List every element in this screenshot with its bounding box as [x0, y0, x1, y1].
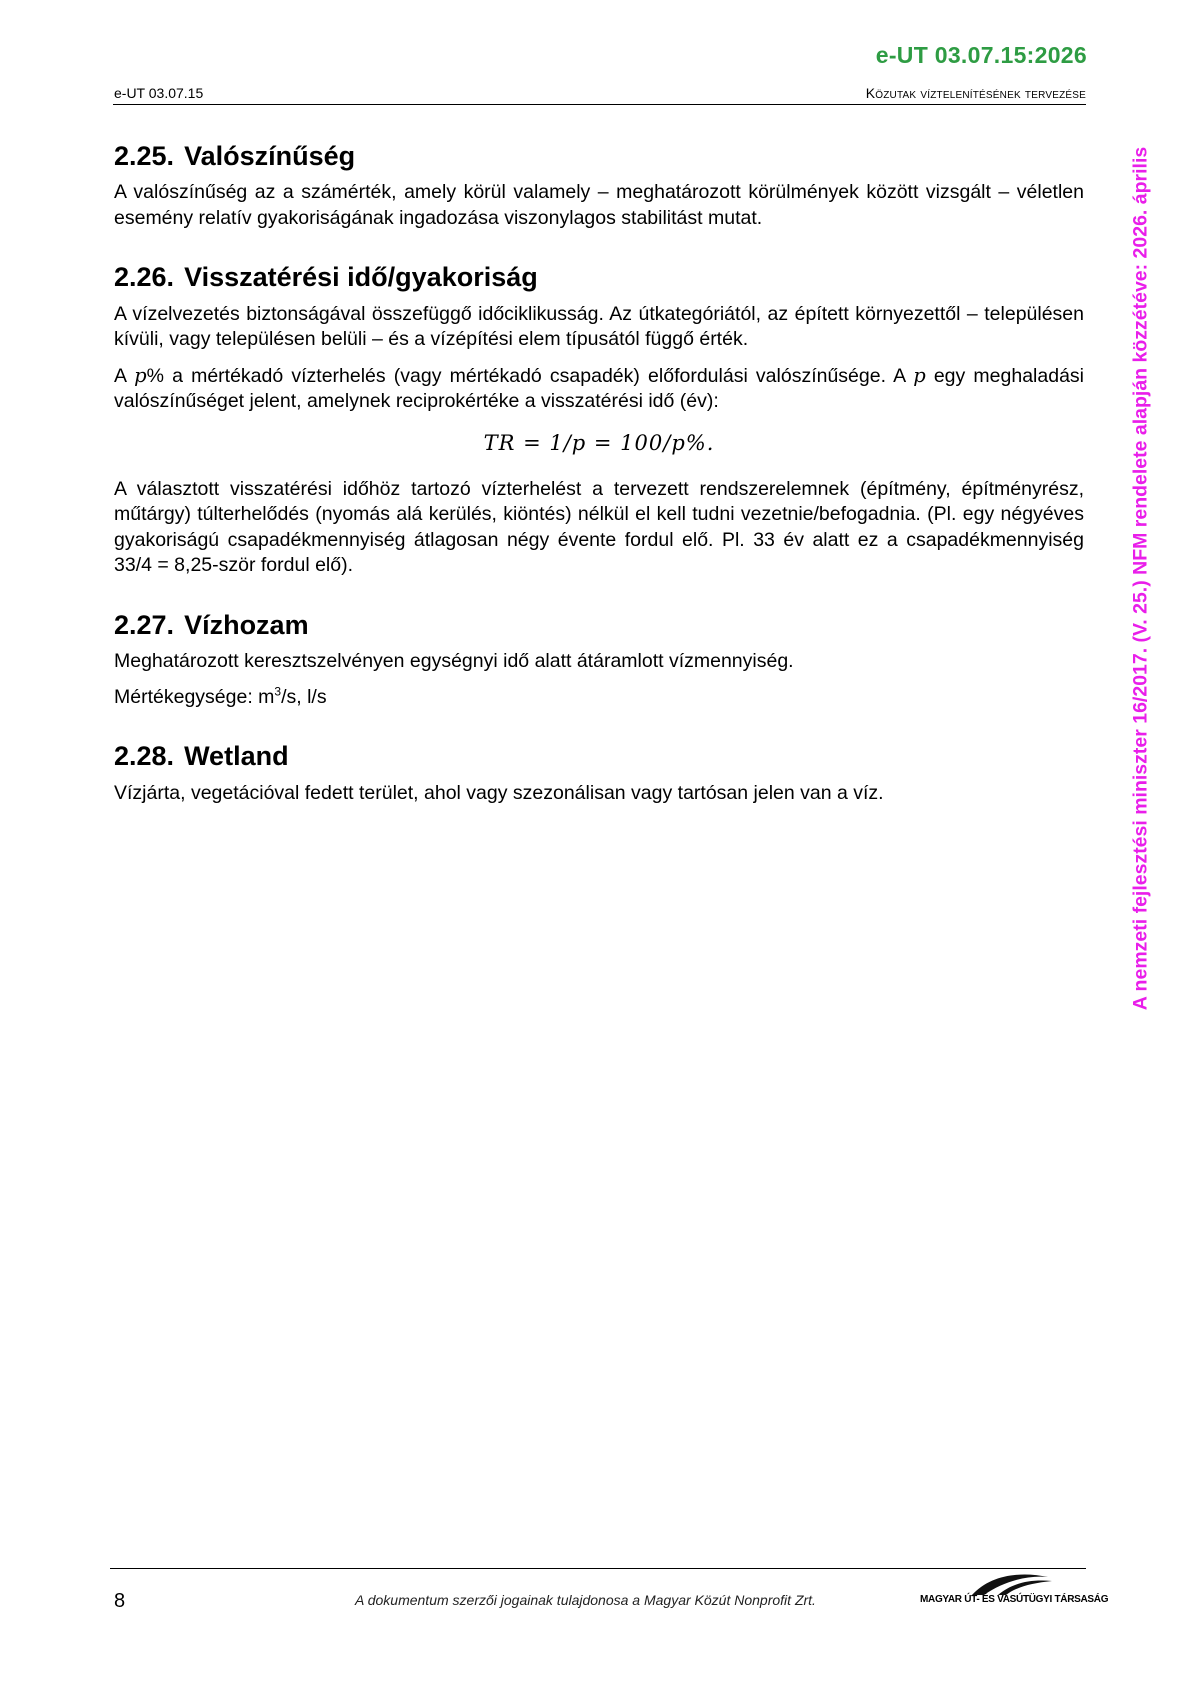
paragraph: A valószínűség az a számérték, amely körül valamely – meghatározott körülmények között vizsgált – véletlen esemény relatív gyakoriságának ingadozása viszonylagos stabilitást mutat. — [114, 181, 1084, 229]
section-heading — [114, 740, 1084, 772]
section-title: Wetland — [184, 741, 289, 772]
text-run: Mértékegysége: m — [114, 685, 275, 708]
section-number: 2.26. — [114, 262, 175, 293]
section-heading — [114, 261, 1084, 293]
section-number: 2.28. — [114, 741, 175, 772]
section-2-25 — [114, 140, 1084, 231]
text-run: /s, l/s — [281, 685, 327, 708]
paragraph — [114, 363, 1084, 415]
section-title: Visszatérési idő/gyakoriság — [184, 262, 538, 293]
paragraph: Meghatározott keresztszelvényen egységnyi idő alatt átáramlott vízmennyiség. — [114, 650, 794, 673]
paragraph: Vízjárta, vegetációval fedett terület, ahol vagy szezonálisan vagy tartósan jelen van a víz. — [114, 781, 884, 804]
footer-rule — [110, 1568, 1086, 1569]
header-doc-title: Közutak víztelenítésének tervezése — [865, 85, 1086, 101]
text-run: % a mértékadó vízterhelés (vagy mértékadó csapadék) előfordulási valószínűsége. A — [146, 364, 914, 387]
math-variable: p — [913, 363, 926, 387]
formula — [114, 431, 1084, 455]
section-number: 2.25. — [114, 141, 175, 171]
section-2-26 — [114, 261, 1084, 578]
paragraph: A vízelvezetés biztonságával összefüggő időciklikusság. Az útkategóriától, az épített környezettől – településen kívüli, vagy településen belüli – és a vízépítési elem típusától függő érték. — [114, 302, 1084, 351]
superscript: 3 — [274, 684, 282, 699]
section-2-28 — [114, 740, 1084, 806]
math-variable: p — [134, 363, 147, 387]
section-2-27 — [114, 609, 1084, 710]
section-heading — [114, 609, 1084, 641]
formula-text: TR = 1/p = 100/p%. — [483, 430, 715, 455]
text-run: egy meghaladási valószínűséget jelent, amelynek reciprokértéke a visszatérési idő (év): — [114, 364, 1084, 413]
text-run: A — [114, 364, 135, 387]
copyright-notice: A dokumentum szerzői jogainak tulajdonosa a Magyar Közút Nonprofit Zrt. — [355, 1592, 816, 1608]
unit-line — [114, 685, 1084, 711]
logo-text: MAGYAR ÚT- ÉS VASÚTÜGYI TÁRSASÁG — [920, 1594, 1109, 1605]
publication-side-note: A nemzeti fejlesztési miniszter 16/2017. (V. 25.) NFM rendelete alapján közzétéve: 2026. április — [1129, 146, 1152, 1011]
company-logo — [920, 1571, 1109, 1611]
section-heading — [114, 140, 1084, 172]
document-stamp: e-UT 03.07.15:2026 — [875, 42, 1087, 68]
section-title: Valószínűség — [184, 141, 356, 171]
header-rule — [113, 104, 1086, 105]
section-title: Vízhozam — [184, 609, 309, 640]
page-content — [114, 140, 1084, 836]
header-doc-code: e-UT 03.07.15 — [114, 85, 204, 101]
paragraph: A választott visszatérési időhöz tartozó vízterhelést a tervezett rendszerelemnek (építmény, építményrész, műtárgy) túlterhelődés (nyomás alá kerülés, kiöntés) nélkül el kell tudni vezetnie/befogadnia. (Pl. egy négyéves gyakoriságú csapadékmennyiség átlagosan négy évente fordul elő. Pl. 33 év alatt ez a csapadékmennyiség 33/4 = 8,25-ször fordul elő). — [114, 477, 1084, 577]
page-number: 8 — [114, 1590, 126, 1612]
section-number: 2.27. — [114, 609, 175, 640]
